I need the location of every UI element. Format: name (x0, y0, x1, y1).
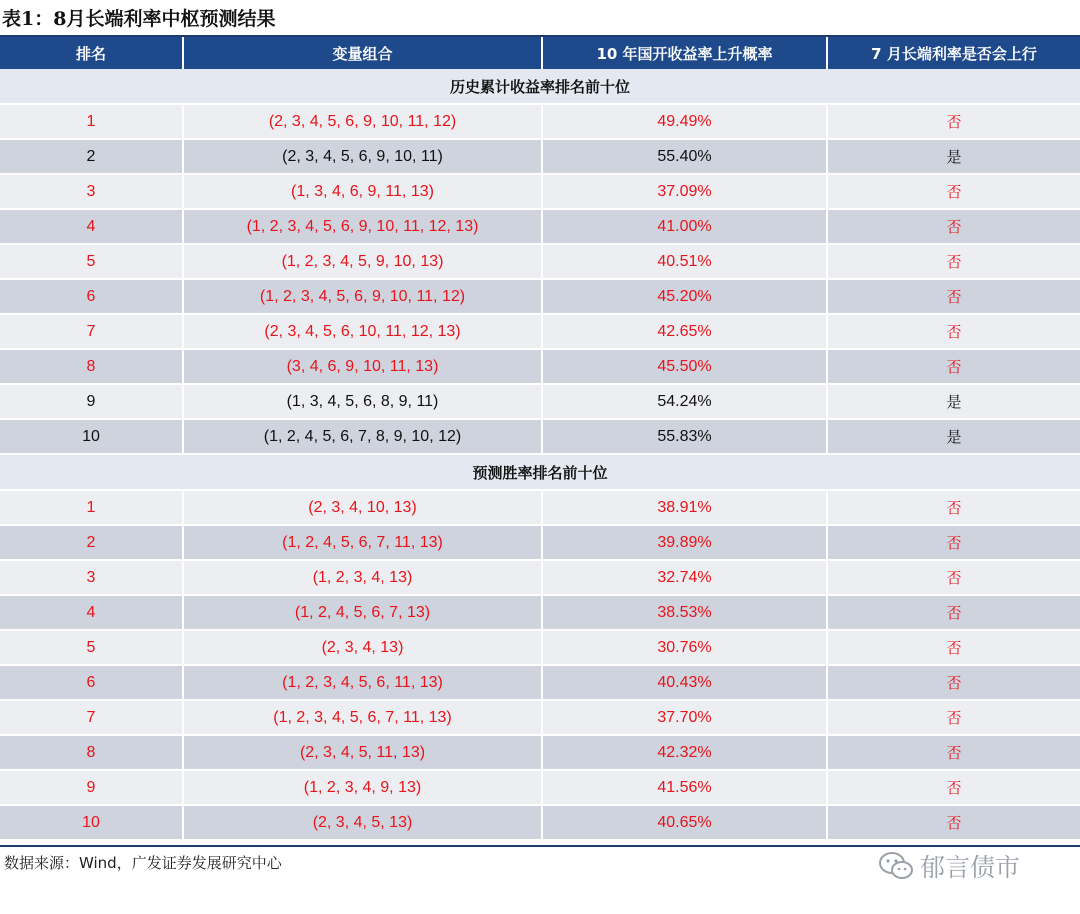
rank-cell: 7 (0, 314, 183, 349)
combo-cell: (1, 2, 3, 4, 13) (183, 560, 542, 595)
rise-cell: 否 (827, 104, 1080, 139)
combo-cell: (1, 2, 3, 4, 5, 6, 11, 13) (183, 665, 542, 700)
combo-cell: (2, 3, 4, 5, 11, 13) (183, 735, 542, 770)
probability-cell: 40.65% (542, 805, 827, 840)
rise-cell: 否 (827, 665, 1080, 700)
table-row (0, 209, 1080, 244)
table-row (0, 805, 1080, 840)
probability-cell: 54.24% (542, 384, 827, 419)
rank-cell: 2 (0, 525, 183, 560)
probability-cell: 32.74% (542, 560, 827, 595)
rank-cell: 1 (0, 490, 183, 525)
rise-cell: 否 (827, 209, 1080, 244)
header-combo: 变量组合 (183, 37, 542, 69)
header-row (0, 37, 1080, 69)
combo-cell: (1, 2, 3, 4, 5, 6, 7, 11, 13) (183, 700, 542, 735)
combo-cell: (1, 3, 4, 5, 6, 8, 9, 11) (183, 384, 542, 419)
rank-cell: 8 (0, 735, 183, 770)
probability-cell: 40.51% (542, 244, 827, 279)
rank-cell: 4 (0, 595, 183, 630)
probability-cell: 37.70% (542, 700, 827, 735)
rise-cell: 否 (827, 735, 1080, 770)
combo-cell: (2, 3, 4, 5, 6, 10, 11, 12, 13) (183, 314, 542, 349)
table-row (0, 279, 1080, 314)
probability-cell: 55.40% (542, 139, 827, 174)
table-row (0, 665, 1080, 700)
rank-cell: 6 (0, 665, 183, 700)
probability-cell: 45.20% (542, 279, 827, 314)
probability-cell: 45.50% (542, 349, 827, 384)
section-row (0, 69, 1080, 104)
table-row (0, 560, 1080, 595)
table-row (0, 174, 1080, 209)
header-rank: 排名 (0, 37, 183, 69)
rise-cell: 是 (827, 139, 1080, 174)
rank-cell: 9 (0, 770, 183, 805)
combo-cell: (1, 2, 3, 4, 9, 13) (183, 770, 542, 805)
rank-cell: 8 (0, 349, 183, 384)
rank-cell: 3 (0, 560, 183, 595)
table-body (0, 69, 1080, 840)
table-row (0, 630, 1080, 665)
table-row (0, 384, 1080, 419)
combo-cell: (1, 2, 4, 5, 6, 7, 8, 9, 10, 12) (183, 419, 542, 454)
rise-cell: 否 (827, 314, 1080, 349)
combo-cell: (1, 2, 3, 4, 5, 6, 9, 10, 11, 12) (183, 279, 542, 314)
rise-cell: 否 (827, 560, 1080, 595)
rise-cell: 否 (827, 770, 1080, 805)
rise-cell: 否 (827, 805, 1080, 840)
rank-cell: 7 (0, 700, 183, 735)
section-label: 历史累计收益率排名前十位 (0, 69, 1080, 104)
probability-cell: 55.83% (542, 419, 827, 454)
table-row (0, 139, 1080, 174)
header-rise: 7 月长端利率是否会上行 (827, 37, 1080, 69)
wechat-icon (878, 851, 914, 881)
watermark-text: 郁言债市 (920, 853, 1021, 882)
table-row (0, 525, 1080, 560)
rank-cell: 10 (0, 419, 183, 454)
combo-cell: (2, 3, 4, 5, 13) (183, 805, 542, 840)
combo-cell: (2, 3, 4, 5, 6, 9, 10, 11, 12) (183, 104, 542, 139)
combo-cell: (1, 2, 3, 4, 5, 6, 9, 10, 11, 12, 13) (183, 209, 542, 244)
rise-cell: 否 (827, 349, 1080, 384)
probability-cell: 49.49% (542, 104, 827, 139)
rise-cell: 否 (827, 595, 1080, 630)
watermark (878, 848, 1020, 884)
rank-cell: 9 (0, 384, 183, 419)
combo-cell: (2, 3, 4, 10, 13) (183, 490, 542, 525)
rise-cell: 否 (827, 525, 1080, 560)
section-row (0, 454, 1080, 490)
rank-cell: 6 (0, 279, 183, 314)
rise-cell: 否 (827, 174, 1080, 209)
combo-cell: (3, 4, 6, 9, 10, 11, 13) (183, 349, 542, 384)
rise-cell: 否 (827, 244, 1080, 279)
table-title: 表1：8月长端利率中枢预测结果 (2, 8, 276, 30)
probability-cell: 41.00% (542, 209, 827, 244)
rank-cell: 2 (0, 139, 183, 174)
probability-cell: 40.43% (542, 665, 827, 700)
table-row (0, 244, 1080, 279)
rank-cell: 10 (0, 805, 183, 840)
section-label: 预测胜率排名前十位 (0, 454, 1080, 490)
table-row (0, 490, 1080, 525)
rise-cell: 否 (827, 630, 1080, 665)
rise-cell: 是 (827, 419, 1080, 454)
combo-cell: (1, 3, 4, 6, 9, 11, 13) (183, 174, 542, 209)
probability-cell: 39.89% (542, 525, 827, 560)
probability-cell: 38.53% (542, 595, 827, 630)
combo-cell: (2, 3, 4, 5, 6, 9, 10, 11) (183, 139, 542, 174)
table-row (0, 735, 1080, 770)
table-row (0, 419, 1080, 454)
table-row (0, 104, 1080, 139)
source-note: 数据来源：Wind，广发证券发展研究中心 (4, 854, 282, 872)
forecast-table (0, 37, 1080, 841)
table-row (0, 314, 1080, 349)
rank-cell: 3 (0, 174, 183, 209)
table-row (0, 349, 1080, 384)
rank-cell: 4 (0, 209, 183, 244)
rise-cell: 否 (827, 700, 1080, 735)
probability-cell: 41.56% (542, 770, 827, 805)
header-probability: 10 年国开收益率上升概率 (542, 37, 827, 69)
rank-cell: 5 (0, 244, 183, 279)
rise-cell: 否 (827, 279, 1080, 314)
table-row (0, 595, 1080, 630)
table-row (0, 700, 1080, 735)
rank-cell: 1 (0, 104, 183, 139)
bottom-divider (0, 845, 1080, 847)
probability-cell: 30.76% (542, 630, 827, 665)
combo-cell: (1, 2, 3, 4, 5, 9, 10, 13) (183, 244, 542, 279)
probability-cell: 38.91% (542, 490, 827, 525)
combo-cell: (2, 3, 4, 13) (183, 630, 542, 665)
probability-cell: 37.09% (542, 174, 827, 209)
rise-cell: 是 (827, 384, 1080, 419)
table-row (0, 770, 1080, 805)
combo-cell: (1, 2, 4, 5, 6, 7, 11, 13) (183, 525, 542, 560)
rank-cell: 5 (0, 630, 183, 665)
rise-cell: 否 (827, 490, 1080, 525)
probability-cell: 42.32% (542, 735, 827, 770)
probability-cell: 42.65% (542, 314, 827, 349)
combo-cell: (1, 2, 4, 5, 6, 7, 13) (183, 595, 542, 630)
